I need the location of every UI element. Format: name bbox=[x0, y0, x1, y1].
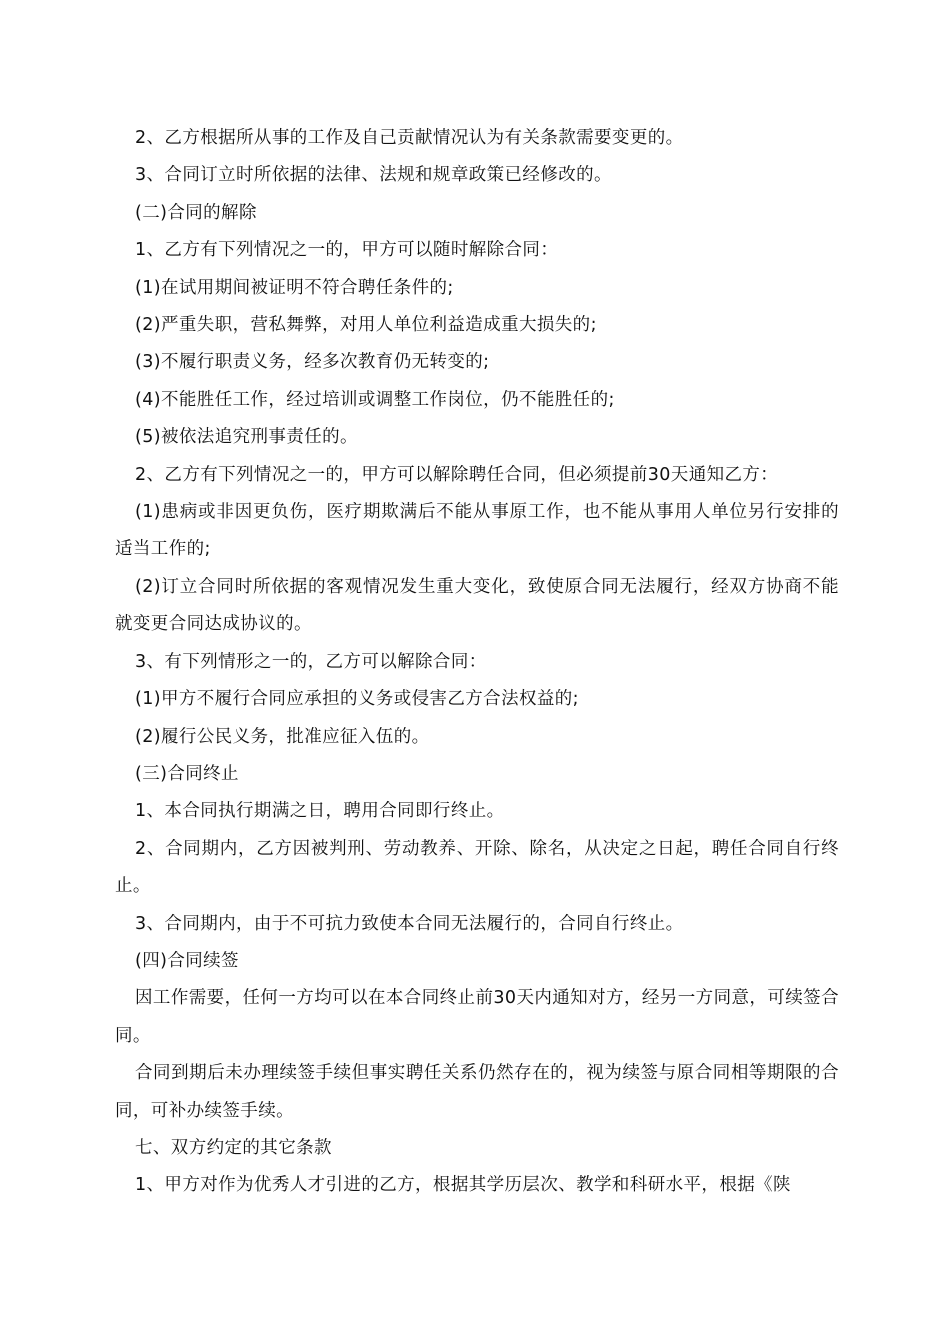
clause-paragraph: 3、合同订立时所依据的法律、法规和规章政策已经修改的。 bbox=[135, 165, 612, 186]
article-heading: 七、双方约定的其它条款 bbox=[135, 1137, 332, 1158]
sub-clause-paragraph: (2)严重失职，营私舞弊，对用人单位利益造成重大损失的; bbox=[135, 315, 597, 336]
sub-clause-paragraph: (3)不履行职责义务，经多次教育仍无转变的; bbox=[135, 352, 490, 373]
section-heading: (四)合同续签 bbox=[135, 950, 239, 971]
clause-paragraph: 1、乙方有下列情况之一的，甲方可以随时解除合同： bbox=[135, 240, 559, 261]
clause-paragraph: 3、有下列情形之一的，乙方可以解除合同： bbox=[135, 651, 487, 672]
clause-paragraph: 1、本合同执行期满之日，聘用合同即行终止。 bbox=[135, 801, 505, 822]
sub-clause-paragraph: (1)患病或非因更负伤，医疗期欺满后不能从事原工作，也不能从事用人单位另行安排的适当工作的; bbox=[115, 502, 839, 560]
sub-clause-paragraph: (2)履行公民义务，批准应征入伍的。 bbox=[135, 726, 430, 747]
clause-paragraph: 1、甲方对作为优秀人才引进的乙方，根据其学历层次、教学和科研水平，根据《陕 bbox=[135, 1175, 791, 1196]
section-heading: (二)合同的解除 bbox=[135, 202, 257, 223]
sub-clause-paragraph: (1)甲方不履行合同应承担的义务或侵害乙方合法权益的; bbox=[135, 689, 579, 710]
sub-clause-paragraph: (2)订立合同时所依据的客观情况发生重大变化，致使原合同无法履行，经双方协商不能就变更合同达成协议的。 bbox=[115, 576, 839, 635]
clause-paragraph: 3、合同期内，由于不可抗力致使本合同无法履行的，合同自行终止。 bbox=[135, 913, 684, 934]
clause-paragraph: 2、合同期内，乙方因被判刑、劳动教养、开除、除名，从决定之日起，聘任合同自行终止。 bbox=[115, 838, 839, 897]
sub-clause-paragraph: (4)不能胜任工作，经过培训或调整工作岗位，仍不能胜任的; bbox=[135, 389, 615, 410]
body-paragraph: 合同到期后未办理续签手续但事实聘任关系仍然存在的，视为续签与原合同相等期限的合同，可补办续签手续。 bbox=[115, 1063, 839, 1121]
section-heading: (三)合同终止 bbox=[135, 763, 239, 784]
sub-clause-paragraph: (5)被依法追究刑事责任的。 bbox=[135, 427, 358, 448]
clause-paragraph: 2、乙方根据所从事的工作及自己贡献情况认为有关条款需要变更的。 bbox=[135, 128, 684, 148]
body-paragraph: 因工作需要，任何一方均可以在本合同终止前30天内通知对方，经另一方同意，可续签合同。 bbox=[115, 988, 839, 1046]
clause-paragraph: 2、乙方有下列情况之一的，甲方可以解除聘任合同，但必须提前30天通知乙方： bbox=[135, 464, 779, 485]
document-body bbox=[115, 120, 839, 1205]
sub-clause-paragraph: (1)在试用期间被证明不符合聘任条件的; bbox=[135, 277, 454, 298]
